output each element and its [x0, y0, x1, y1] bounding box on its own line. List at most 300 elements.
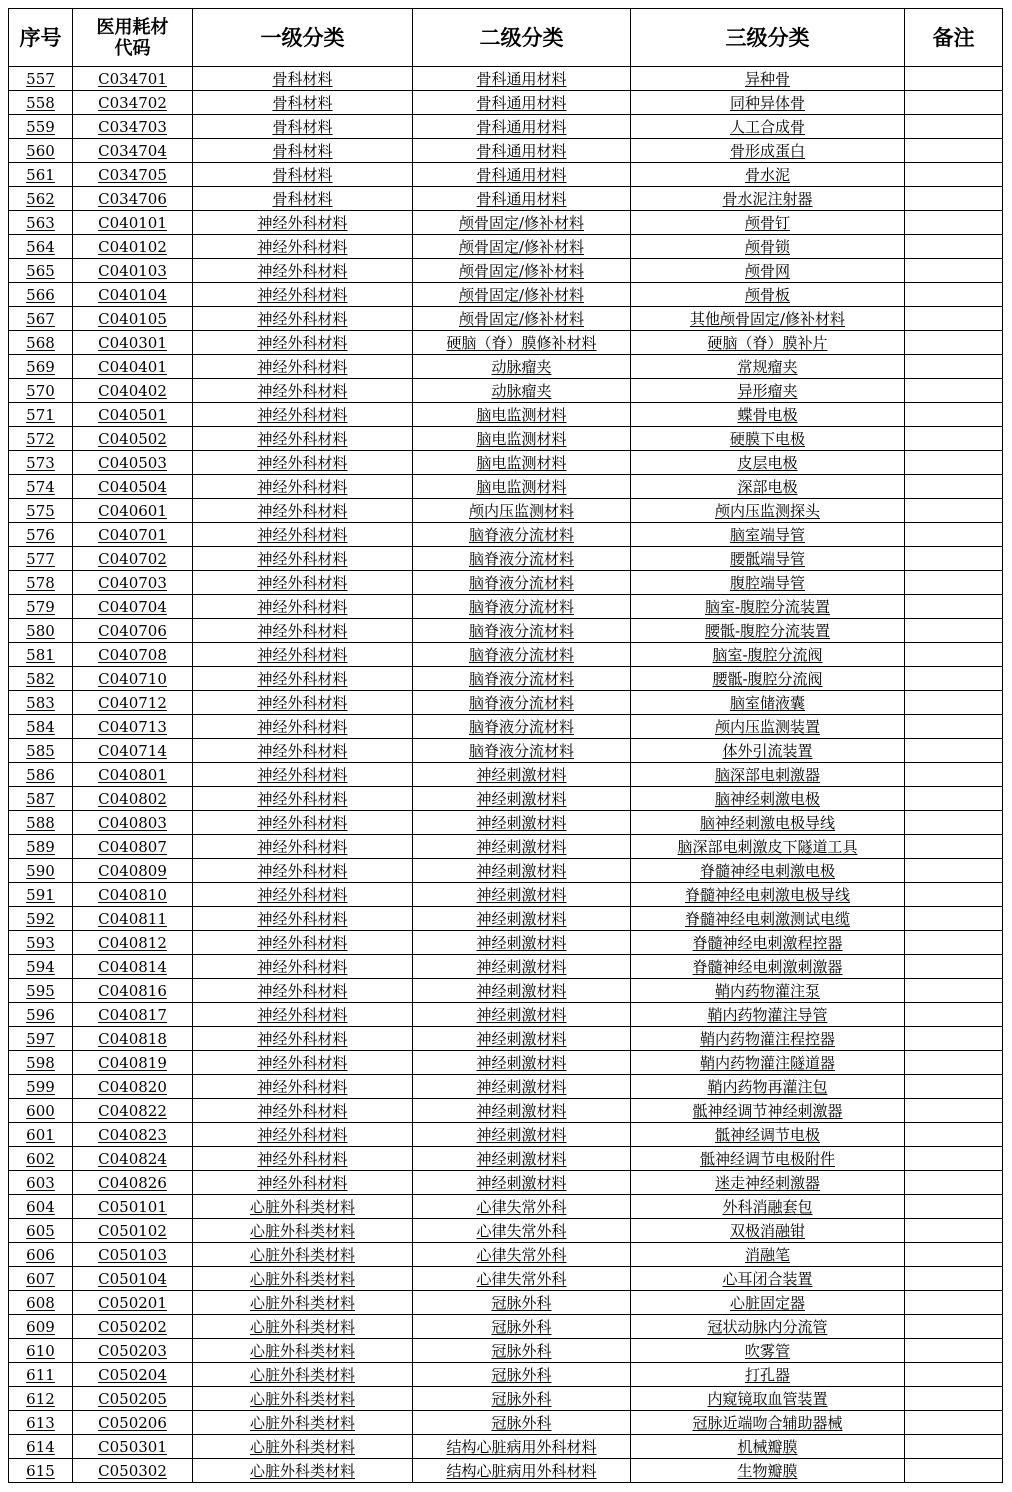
- cell-level2: [413, 211, 631, 235]
- cell-level1: [193, 811, 413, 835]
- cell-no: [9, 163, 73, 187]
- cell-level3: [631, 691, 905, 715]
- cell-code: [73, 235, 193, 259]
- cell-no-text: 572: [26, 429, 55, 448]
- cell-code-text: C040812: [98, 933, 167, 952]
- table-row: [9, 1459, 1003, 1483]
- cell-level3: [631, 1339, 905, 1363]
- cell-code-text: C040704: [98, 597, 167, 616]
- cell-level3: [631, 1123, 905, 1147]
- table-row: [9, 907, 1003, 931]
- cell-no-text: 593: [26, 933, 55, 952]
- cell-code-text: C050301: [98, 1437, 167, 1456]
- cell-note: [905, 163, 1003, 187]
- cell-level3-text: 鞘内药物灌注程控器: [699, 1029, 835, 1048]
- cell-level3-text: 蝶骨电极: [737, 405, 798, 424]
- table-row: [9, 667, 1003, 691]
- cell-level3: [631, 331, 905, 355]
- cell-note: [905, 691, 1003, 715]
- cell-no-text: 609: [26, 1317, 55, 1336]
- cell-level2-text: 冠脉外科: [491, 1293, 552, 1312]
- cell-level1: [193, 187, 413, 211]
- cell-level2-text: 脑脊液分流材料: [468, 741, 574, 760]
- cell-level3-text: 腰骶-腹腔分流装置: [704, 621, 831, 640]
- cell-level3-text: 人工合成骨: [729, 117, 805, 136]
- cell-no-text: 602: [26, 1149, 55, 1168]
- cell-level3: [631, 379, 905, 403]
- table-row: [9, 1339, 1003, 1363]
- cell-no: [9, 1003, 73, 1027]
- cell-level2: [413, 139, 631, 163]
- cell-level1: [193, 1411, 413, 1435]
- cell-code: [73, 859, 193, 883]
- cell-note: [905, 1219, 1003, 1243]
- cell-level2-text: 颅骨固定/修补材料: [458, 309, 585, 328]
- cell-level1: [193, 211, 413, 235]
- cell-no-text: 558: [26, 93, 55, 112]
- cell-level1: [193, 235, 413, 259]
- cell-code: [73, 835, 193, 859]
- cell-no-text: 569: [26, 357, 55, 376]
- cell-level3-text: 鞘内药物再灌注包: [707, 1077, 828, 1096]
- cell-level3: [631, 91, 905, 115]
- cell-level3-text: 双极消融钳: [729, 1221, 805, 1240]
- cell-level3: [631, 1387, 905, 1411]
- cell-code-text: C040104: [98, 285, 167, 304]
- cell-level3-text: 脊髓神经电刺激电极: [699, 861, 835, 880]
- cell-level3-text: 生物瓣膜: [737, 1461, 798, 1480]
- cell-level2: [413, 379, 631, 403]
- cell-level3-text: 硬膜下电极: [729, 429, 805, 448]
- cell-level2-text: 神经刺激材料: [476, 957, 567, 976]
- table-header-row: [9, 9, 1003, 67]
- cell-code: [73, 1171, 193, 1195]
- cell-level3-text: 脑室-腹腔分流阀: [712, 645, 823, 664]
- cell-no-text: 592: [26, 909, 55, 928]
- cell-level3-text: 骨形成蛋白: [729, 141, 805, 160]
- table-row: [9, 211, 1003, 235]
- cell-note: [905, 235, 1003, 259]
- cell-no: [9, 67, 73, 91]
- cell-level2-text: 冠脉外科: [491, 1341, 552, 1360]
- cell-level1-text: 神经外科材料: [257, 717, 348, 736]
- table-row: [9, 355, 1003, 379]
- cell-level2: [413, 259, 631, 283]
- table-row: [9, 643, 1003, 667]
- cell-no: [9, 763, 73, 787]
- cell-level2: [413, 1315, 631, 1339]
- cell-code-text: C050104: [98, 1269, 167, 1288]
- cell-level1-text: 神经外科材料: [257, 261, 348, 280]
- cell-code: [73, 763, 193, 787]
- cell-code: [73, 211, 193, 235]
- cell-level3: [631, 1003, 905, 1027]
- cell-code: [73, 1387, 193, 1411]
- cell-level1-text: 心脏外科类材料: [249, 1197, 355, 1216]
- cell-note: [905, 979, 1003, 1003]
- cell-level3-text: 机械瓣膜: [737, 1437, 798, 1456]
- table-row: [9, 763, 1003, 787]
- cell-code: [73, 643, 193, 667]
- cell-level1: [193, 739, 413, 763]
- cell-level2-text: 骨科通用材料: [476, 189, 567, 208]
- cell-level2: [413, 1363, 631, 1387]
- cell-code: [73, 283, 193, 307]
- cell-level1: [193, 67, 413, 91]
- cell-code-text: C034701: [98, 69, 167, 88]
- cell-code: [73, 1219, 193, 1243]
- cell-no: [9, 955, 73, 979]
- cell-code-text: C040301: [98, 333, 167, 352]
- cell-code: [73, 403, 193, 427]
- cell-note: [905, 907, 1003, 931]
- cell-level2-text: 神经刺激材料: [476, 789, 567, 808]
- cell-no-text: 615: [26, 1461, 55, 1480]
- cell-no-text: 590: [26, 861, 55, 880]
- cell-level2: [413, 1027, 631, 1051]
- cell-level3-text: 脊髓神经电刺激程控器: [692, 933, 843, 952]
- cell-level3-text: 外科消融套包: [722, 1197, 813, 1216]
- cell-level1-text: 神经外科材料: [257, 333, 348, 352]
- cell-code-text: C040708: [98, 645, 167, 664]
- cell-code: [73, 1339, 193, 1363]
- cell-no-text: 568: [26, 333, 55, 352]
- cell-note: [905, 1291, 1003, 1315]
- cell-level2: [413, 1267, 631, 1291]
- cell-level1-text: 神经外科材料: [257, 381, 348, 400]
- cell-no: [9, 403, 73, 427]
- cell-no: [9, 1435, 73, 1459]
- cell-note: [905, 667, 1003, 691]
- cell-no-text: 601: [26, 1125, 55, 1144]
- cell-level3-text: 同种异体骨: [729, 93, 805, 112]
- cell-no: [9, 475, 73, 499]
- cell-level1: [193, 259, 413, 283]
- cell-level3-text: 腹腔端导管: [729, 573, 805, 592]
- table-row: [9, 163, 1003, 187]
- cell-code: [73, 1291, 193, 1315]
- cell-level2: [413, 403, 631, 427]
- cell-level2: [413, 235, 631, 259]
- cell-no: [9, 1219, 73, 1243]
- cell-level1: [193, 1459, 413, 1483]
- cell-no-text: 580: [26, 621, 55, 640]
- table-row: [9, 1315, 1003, 1339]
- cell-level1-text: 神经外科材料: [257, 429, 348, 448]
- cell-level1: [193, 355, 413, 379]
- cell-level2: [413, 571, 631, 595]
- table-row: [9, 139, 1003, 163]
- cell-no-text: 595: [26, 981, 55, 1000]
- cell-code-text: C040503: [98, 453, 167, 472]
- cell-level3-text: 骨水泥注射器: [722, 189, 813, 208]
- cell-level1: [193, 427, 413, 451]
- cell-level1-text: 神经外科材料: [257, 597, 348, 616]
- cell-level1-text: 骨科材料: [272, 141, 333, 160]
- cell-no: [9, 1315, 73, 1339]
- cell-level1-text: 神经外科材料: [257, 1173, 348, 1192]
- cell-level3-text: 常规瘤夹: [737, 357, 798, 376]
- cell-level3-text: 吹雾管: [744, 1341, 790, 1360]
- cell-level1-text: 神经外科材料: [257, 789, 348, 808]
- table-row: [9, 475, 1003, 499]
- cell-level3-text: 异种骨: [744, 69, 790, 88]
- table-row: [9, 811, 1003, 835]
- table-row: [9, 403, 1003, 427]
- cell-note: [905, 67, 1003, 91]
- table-row: [9, 1267, 1003, 1291]
- cell-level2-text: 结构心脏病用外科材料: [446, 1461, 597, 1480]
- cell-code-text: C050206: [98, 1413, 167, 1432]
- cell-level1-text: 神经外科材料: [257, 1149, 348, 1168]
- cell-no: [9, 1171, 73, 1195]
- cell-level2-text: 神经刺激材料: [476, 933, 567, 952]
- cell-level2: [413, 1291, 631, 1315]
- cell-code-text: C040103: [98, 261, 167, 280]
- cell-no-text: 564: [26, 237, 55, 256]
- header-code: [73, 9, 193, 67]
- cell-level2-text: 神经刺激材料: [476, 837, 567, 856]
- cell-code-text: C040712: [98, 693, 167, 712]
- table-row: [9, 307, 1003, 331]
- cell-level1-text: 心脏外科类材料: [249, 1245, 355, 1264]
- cell-level2-text: 骨科通用材料: [476, 165, 567, 184]
- cell-no: [9, 1363, 73, 1387]
- cell-no-text: 587: [26, 789, 55, 808]
- cell-code: [73, 427, 193, 451]
- cell-code-text: C034702: [98, 93, 167, 112]
- cell-code: [73, 667, 193, 691]
- cell-level3: [631, 595, 905, 619]
- cell-level2-text: 骨科通用材料: [476, 141, 567, 160]
- cell-code-text: C050204: [98, 1365, 167, 1384]
- cell-code: [73, 1147, 193, 1171]
- cell-level3: [631, 307, 905, 331]
- cell-level3: [631, 1315, 905, 1339]
- cell-level2-text: 脑电监测材料: [476, 405, 567, 424]
- cell-level3-text: 骶神经调节电极: [714, 1125, 820, 1144]
- cell-no-text: 588: [26, 813, 55, 832]
- cell-level2: [413, 283, 631, 307]
- header-note: 备注: [905, 9, 1003, 67]
- cell-level2-text: 冠脉外科: [491, 1413, 552, 1432]
- cell-code: [73, 931, 193, 955]
- header-level2: 二级分类: [413, 9, 631, 67]
- cell-level3: [631, 667, 905, 691]
- cell-level1: [193, 835, 413, 859]
- cell-level3-text: 鞘内药物灌注导管: [707, 1005, 828, 1024]
- table-row: [9, 739, 1003, 763]
- cell-code: [73, 595, 193, 619]
- cell-level1-text: 骨科材料: [272, 189, 333, 208]
- cell-level2-text: 脑脊液分流材料: [468, 573, 574, 592]
- table-row: [9, 1075, 1003, 1099]
- cell-level3: [631, 739, 905, 763]
- cell-level3-text: 脊髓神经电刺激刺激器: [692, 957, 843, 976]
- cell-code-text: C040714: [98, 741, 167, 760]
- cell-level1: [193, 403, 413, 427]
- cell-level1-text: 神经外科材料: [257, 573, 348, 592]
- cell-level2: [413, 355, 631, 379]
- table-row: [9, 91, 1003, 115]
- cell-level2: [413, 739, 631, 763]
- table-row: [9, 1435, 1003, 1459]
- cell-note: [905, 115, 1003, 139]
- cell-note: [905, 1075, 1003, 1099]
- cell-no: [9, 835, 73, 859]
- cell-level1-text: 骨科材料: [272, 69, 333, 88]
- cell-no-text: 594: [26, 957, 55, 976]
- cell-level3-text: 冠脉近端吻合辅助器械: [692, 1413, 843, 1432]
- cell-level1: [193, 1099, 413, 1123]
- table-row: [9, 1099, 1003, 1123]
- cell-no: [9, 595, 73, 619]
- cell-note: [905, 1195, 1003, 1219]
- cell-code-text: C040501: [98, 405, 167, 424]
- cell-level2-text: 心律失常外科: [476, 1221, 567, 1240]
- cell-level1: [193, 955, 413, 979]
- cell-level2-text: 神经刺激材料: [476, 1149, 567, 1168]
- cell-note: [905, 763, 1003, 787]
- cell-level2: [413, 883, 631, 907]
- table-row: [9, 1291, 1003, 1315]
- cell-level2-text: 骨科通用材料: [476, 93, 567, 112]
- cell-level2-text: 脑脊液分流材料: [468, 645, 574, 664]
- cell-level1-text: 神经外科材料: [257, 813, 348, 832]
- cell-level3: [631, 1411, 905, 1435]
- cell-level2-text: 动脉瘤夹: [491, 381, 552, 400]
- cell-code: [73, 355, 193, 379]
- cell-code: [73, 163, 193, 187]
- cell-code-text: C040710: [98, 669, 167, 688]
- cell-level2-text: 结构心脏病用外科材料: [446, 1437, 597, 1456]
- cell-level2: [413, 91, 631, 115]
- cell-no-text: 560: [26, 141, 55, 160]
- cell-level1-text: 神经外科材料: [257, 765, 348, 784]
- cell-level2: [413, 763, 631, 787]
- cell-level1: [193, 91, 413, 115]
- cell-code: [73, 715, 193, 739]
- cell-code: [73, 739, 193, 763]
- cell-code-text: C040801: [98, 765, 167, 784]
- cell-level2-text: 神经刺激材料: [476, 1029, 567, 1048]
- cell-level2-text: 动脉瘤夹: [491, 357, 552, 376]
- cell-level2: [413, 1387, 631, 1411]
- cell-note: [905, 1315, 1003, 1339]
- cell-code: [73, 811, 193, 835]
- cell-level1: [193, 1171, 413, 1195]
- cell-level1-text: 神经外科材料: [257, 981, 348, 1000]
- cell-level1: [193, 907, 413, 931]
- cell-code: [73, 883, 193, 907]
- header-code-line2: 代码: [114, 37, 151, 59]
- cell-level1-text: 神经外科材料: [257, 309, 348, 328]
- cell-no: [9, 859, 73, 883]
- cell-note: [905, 283, 1003, 307]
- cell-level3: [631, 355, 905, 379]
- cell-level3: [631, 211, 905, 235]
- consumables-classification-table: [8, 8, 1003, 1483]
- cell-no-text: 607: [26, 1269, 55, 1288]
- cell-level1: [193, 307, 413, 331]
- cell-note: [905, 355, 1003, 379]
- cell-no-text: 567: [26, 309, 55, 328]
- cell-level2: [413, 1099, 631, 1123]
- cell-no: [9, 259, 73, 283]
- cell-code-text: C040401: [98, 357, 167, 376]
- cell-level3-text: 硬脑（脊）膜补片: [707, 333, 828, 352]
- cell-level3: [631, 811, 905, 835]
- cell-level2: [413, 979, 631, 1003]
- cell-level3-text: 心脏固定器: [729, 1293, 805, 1312]
- cell-code: [73, 787, 193, 811]
- cell-level2: [413, 331, 631, 355]
- cell-no-text: 598: [26, 1053, 55, 1072]
- table-row: [9, 1003, 1003, 1027]
- cell-no: [9, 1051, 73, 1075]
- cell-level1-text: 神经外科材料: [257, 1053, 348, 1072]
- cell-level2-text: 神经刺激材料: [476, 1077, 567, 1096]
- cell-level2: [413, 475, 631, 499]
- cell-code-text: C040706: [98, 621, 167, 640]
- cell-level3: [631, 859, 905, 883]
- cell-level1-text: 神经外科材料: [257, 885, 348, 904]
- cell-level3: [631, 1363, 905, 1387]
- cell-level3: [631, 1051, 905, 1075]
- cell-level2-text: 心律失常外科: [476, 1197, 567, 1216]
- cell-code: [73, 907, 193, 931]
- cell-level2: [413, 187, 631, 211]
- cell-level1-text: 神经外科材料: [257, 645, 348, 664]
- cell-level2-text: 神经刺激材料: [476, 1053, 567, 1072]
- cell-code: [73, 67, 193, 91]
- cell-level3-text: 骨水泥: [744, 165, 790, 184]
- cell-level3-text: 深部电极: [737, 477, 798, 496]
- cell-note: [905, 403, 1003, 427]
- cell-level1-text: 神经外科材料: [257, 357, 348, 376]
- cell-code-text: C040811: [98, 909, 167, 928]
- table-row: [9, 451, 1003, 475]
- cell-no: [9, 427, 73, 451]
- cell-level1: [193, 1123, 413, 1147]
- cell-level2-text: 神经刺激材料: [476, 981, 567, 1000]
- table-row: [9, 1123, 1003, 1147]
- cell-no: [9, 715, 73, 739]
- cell-level1: [193, 379, 413, 403]
- cell-level2-text: 骨科通用材料: [476, 117, 567, 136]
- cell-code-text: C050205: [98, 1389, 167, 1408]
- cell-note: [905, 307, 1003, 331]
- cell-no: [9, 331, 73, 355]
- cell-level1-text: 神经外科材料: [257, 957, 348, 976]
- cell-level3-text: 颅骨锁: [744, 237, 790, 256]
- cell-level3: [631, 283, 905, 307]
- cell-level3-text: 腰骶端导管: [729, 549, 805, 568]
- cell-no: [9, 1075, 73, 1099]
- cell-no-text: 566: [26, 285, 55, 304]
- cell-level1: [193, 787, 413, 811]
- cell-level1-text: 神经外科材料: [257, 477, 348, 496]
- cell-note: [905, 595, 1003, 619]
- cell-level1-text: 心脏外科类材料: [249, 1317, 355, 1336]
- cell-level2-text: 脑电监测材料: [476, 477, 567, 496]
- cell-level2: [413, 619, 631, 643]
- cell-level3: [631, 1219, 905, 1243]
- cell-level3: [631, 547, 905, 571]
- cell-note: [905, 787, 1003, 811]
- table-row: [9, 187, 1003, 211]
- cell-no: [9, 187, 73, 211]
